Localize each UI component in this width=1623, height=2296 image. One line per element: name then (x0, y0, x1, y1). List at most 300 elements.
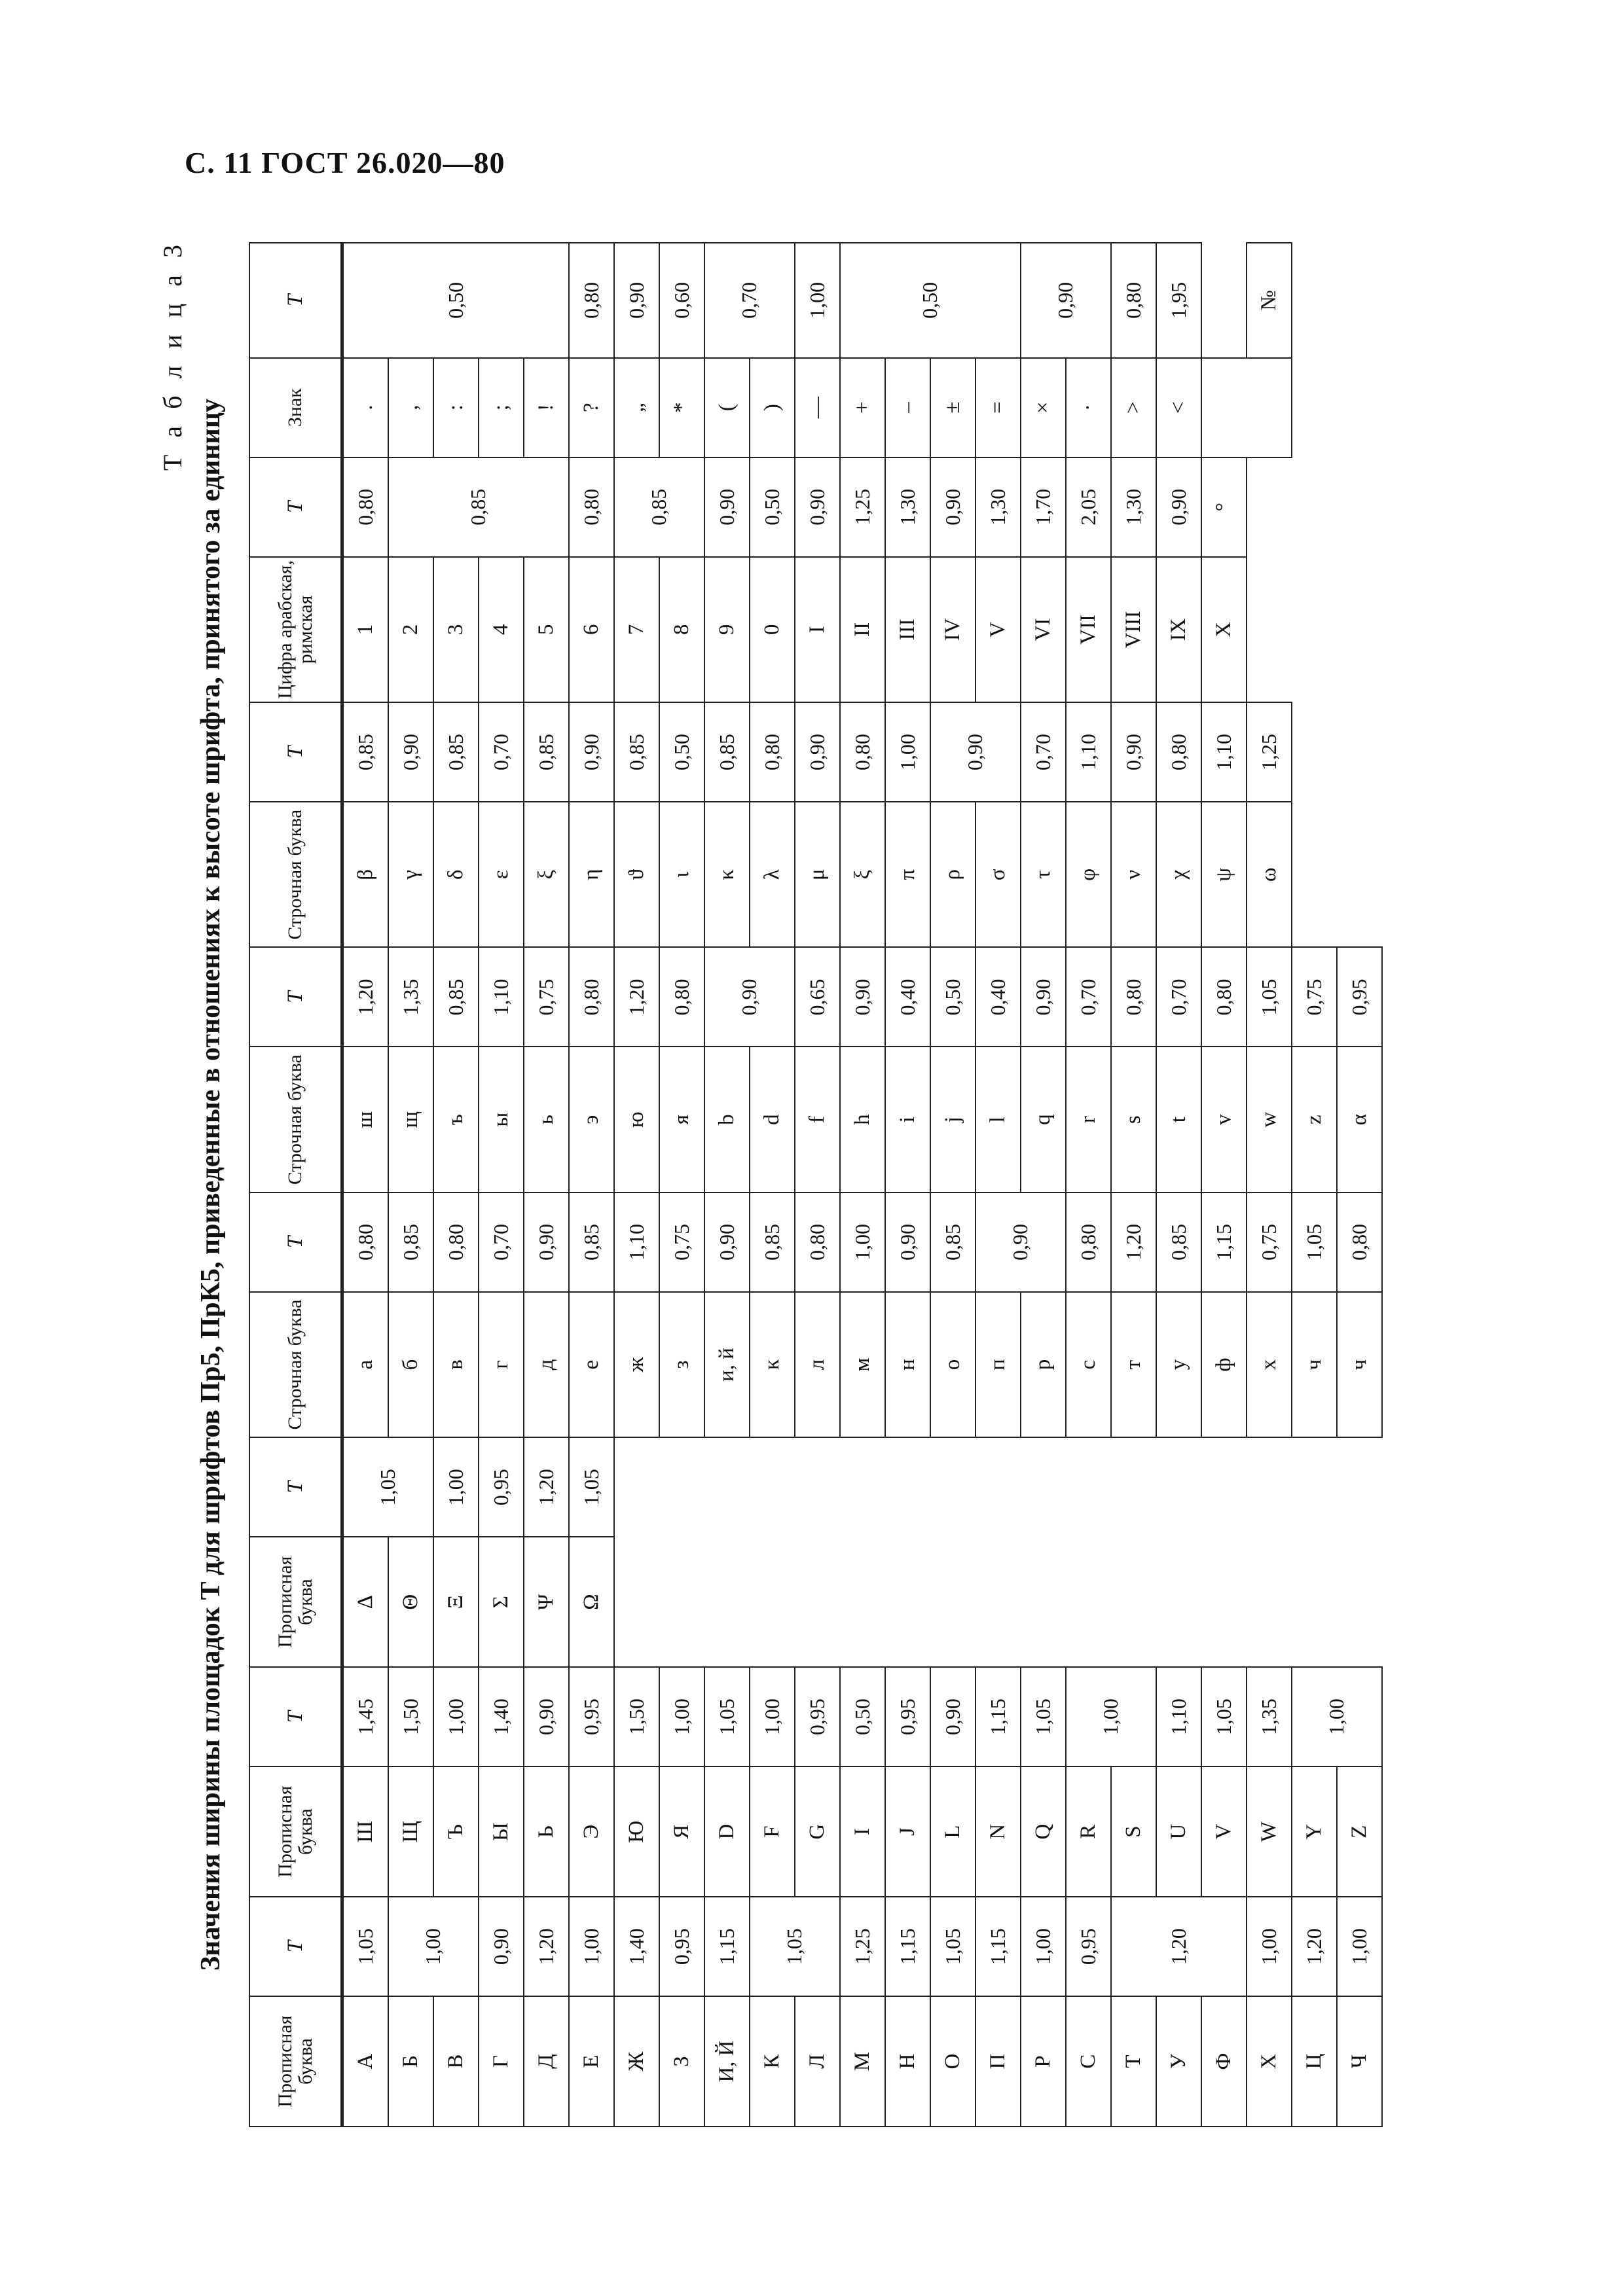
header-upper: Прописная буква (249, 1537, 342, 1667)
t-value-cell: 0,80 (1156, 702, 1201, 802)
char-cell: 0 (750, 557, 795, 702)
header-sign: Знак (249, 358, 342, 457)
t-value-cell: 1,05 (750, 1897, 840, 1996)
rotated-table-block (157, 236, 1372, 2134)
t-value-cell: 0,90 (930, 702, 1021, 802)
char-cell: ; (479, 358, 524, 457)
t-value-cell: 0,90 (524, 1667, 569, 1767)
header-t: T (249, 947, 342, 1047)
table-row (840, 243, 885, 2126)
t-value-cell: 1,35 (1247, 1667, 1292, 1767)
t-value-cell: 1,30 (1111, 457, 1156, 557)
t-value-cell: 1,00 (840, 1193, 885, 1292)
char-cell: Ь (524, 1767, 569, 1897)
char-cell: 5 (524, 557, 569, 702)
char-cell: γ (388, 802, 433, 947)
char-cell: У (1156, 1996, 1201, 2126)
t-value-cell: 1,05 (930, 1897, 976, 1996)
char-cell: ξ (840, 802, 885, 947)
char-cell: w (1247, 1047, 1292, 1193)
char-cell: н (885, 1292, 930, 1437)
char-cell: б (388, 1292, 433, 1437)
table-row (1111, 243, 1156, 2126)
t-value-cell: 0,95 (659, 1897, 704, 1996)
char-cell: Ш (342, 1767, 389, 1897)
char-cell: м (840, 1292, 885, 1437)
t-value-cell: 0,90 (840, 947, 885, 1047)
t-value-cell: 1,05 (342, 1897, 389, 1996)
t-value-cell: 0,85 (569, 1193, 614, 1292)
char-cell: G (795, 1767, 840, 1897)
t-value-cell: 0,90 (704, 947, 795, 1047)
table-row (1066, 243, 1111, 2126)
t-value-cell: 1,00 (1021, 1897, 1066, 1996)
char-cell: а (342, 1292, 389, 1437)
char-cell: VIII (1111, 557, 1156, 702)
t-value-cell: 1,25 (1247, 702, 1292, 802)
header-digit: Цифра арабская, римская (249, 557, 342, 702)
char-cell: Ф (1201, 1996, 1247, 2126)
t-value-cell: 0,70 (1021, 702, 1066, 802)
char-cell: σ (976, 802, 1021, 947)
char-cell: ι (659, 802, 704, 947)
char-cell: Р (1021, 1996, 1066, 2126)
char-cell: ξ (524, 802, 569, 947)
char-cell: 7 (614, 557, 659, 702)
table-row (885, 243, 930, 2126)
char-cell: Я (659, 1767, 704, 1897)
t-value-cell: 1,50 (614, 1667, 659, 1767)
table-wrap (249, 242, 1383, 2127)
t-value-cell: 0,80 (342, 457, 389, 557)
t-value-cell: 0,90 (704, 457, 750, 557)
t-value-cell: 0,80 (1201, 947, 1247, 1047)
t-value-cell: 1,25 (840, 457, 885, 557)
char-cell: z (1292, 1047, 1337, 1193)
t-value-cell: 1,05 (1247, 947, 1292, 1047)
char-cell: L (930, 1767, 976, 1897)
header-lower: Строчная буква (249, 1292, 342, 1437)
t-value-cell: 1,10 (1066, 702, 1111, 802)
t-value-cell: 1,00 (885, 702, 930, 802)
char-cell: × (1021, 358, 1066, 457)
header-t: T (249, 1437, 342, 1537)
char-cell: W (1247, 1767, 1292, 1897)
t-value-cell: 0,95 (569, 1667, 614, 1767)
char-cell: ! (524, 358, 569, 457)
t-value-cell: 0,50 (659, 702, 704, 802)
char-cell: X (1201, 557, 1247, 702)
t-value-cell: 0,80 (342, 1193, 389, 1292)
t-value-cell: 0,90 (1111, 702, 1156, 802)
char-cell: 3 (433, 557, 479, 702)
char-cell: ю (614, 1047, 659, 1193)
table-row (342, 243, 389, 2126)
char-cell: χ (1156, 802, 1201, 947)
char-cell: ш (342, 1047, 389, 1193)
char-cell: у (1156, 1292, 1201, 1437)
char-cell: ω (1247, 802, 1292, 947)
char-cell: Z (1337, 1767, 1382, 1897)
t-value-cell: 0,85 (388, 457, 569, 557)
t-value-cell: 0,80 (750, 702, 795, 802)
char-cell: l (976, 1047, 1021, 1193)
char-cell: η (569, 802, 614, 947)
char-cell: и, й (704, 1292, 750, 1437)
table-label: Т а б л и ц а 3 (158, 240, 187, 471)
t-value-cell: 0,90 (930, 1667, 976, 1767)
char-cell: Σ (479, 1537, 524, 1667)
char-cell: Ψ (524, 1537, 569, 1667)
char-cell: + (840, 358, 885, 457)
char-cell: к (750, 1292, 795, 1437)
t-value-cell: 1,05 (342, 1437, 434, 1537)
t-value-cell: 0,95 (795, 1667, 840, 1767)
char-cell: · (1066, 358, 1111, 457)
char-cell: ε (479, 802, 524, 947)
char-cell: : (433, 358, 479, 457)
t-value-cell: 1,20 (342, 947, 389, 1047)
t-value-cell: 0,50 (342, 243, 570, 358)
char-cell: ? (569, 358, 614, 457)
char-cell: VII (1066, 557, 1111, 702)
char-cell: 6 (569, 557, 614, 702)
header-t: T (249, 1667, 342, 1767)
t-value-cell: 0,85 (433, 947, 479, 1047)
table-row (750, 243, 795, 2126)
t-value-cell: 0,85 (342, 702, 389, 802)
char-cell: ψ (1201, 802, 1247, 947)
t-value-cell: 0,90 (479, 1897, 524, 1996)
char-cell: > (1111, 358, 1156, 457)
table-row (795, 243, 840, 2126)
char-cell: Ч (1337, 1996, 1382, 2126)
t-value-cell: 0,75 (1292, 947, 1337, 1047)
char-cell: — (795, 358, 840, 457)
t-value-cell: 1,20 (524, 1437, 569, 1537)
header-upper: Прописная буква (249, 1996, 342, 2126)
char-cell: D (704, 1767, 750, 1897)
header-upper: Прописная буква (249, 1767, 342, 1897)
char-cell: U (1156, 1767, 1201, 1897)
t-value-cell: 1,00 (388, 1897, 479, 1996)
char-cell: N (976, 1767, 1021, 1897)
t-value-cell: 1,50 (388, 1667, 433, 1767)
char-cell: А (342, 1996, 389, 2126)
t-value-cell: 1,45 (342, 1667, 389, 1767)
char-cell: β (342, 802, 389, 947)
char-cell: Л (795, 1996, 840, 2126)
t-value-cell: 1,00 (569, 1897, 614, 1996)
t-value-cell: 0,90 (795, 702, 840, 802)
char-cell: И, Й (704, 1996, 750, 2126)
char-cell: , (388, 358, 433, 457)
t-value-cell: 0,80 (569, 947, 614, 1047)
header-t: T (249, 243, 342, 358)
t-value-cell: 1,30 (976, 457, 1021, 557)
t-value-cell: 0,85 (524, 702, 569, 802)
header-t: T (249, 1897, 342, 1996)
char-cell: – (885, 358, 930, 457)
char-cell: С (1066, 1996, 1111, 2126)
char-cell: Ц (1292, 1996, 1337, 2126)
char-cell: ч (1337, 1292, 1382, 1437)
char-cell: j (930, 1047, 976, 1193)
table-row (1201, 243, 1247, 2126)
t-value-cell: 0,80 (1111, 947, 1156, 1047)
char-cell: г (479, 1292, 524, 1437)
t-value-cell: 0,85 (750, 1193, 795, 1292)
char-cell: Э (569, 1767, 614, 1897)
char-cell: h (840, 1047, 885, 1193)
t-value-cell: 1,20 (614, 947, 659, 1047)
char-cell: № (1247, 243, 1292, 358)
width-table (249, 242, 1383, 2127)
t-value-cell: 1,70 (1021, 457, 1066, 557)
char-cell: ν (1111, 802, 1156, 947)
t-value-cell: 1,20 (1111, 1897, 1247, 1996)
char-cell: Y (1292, 1767, 1337, 1897)
empty-cell (1292, 243, 1382, 457)
table-row (614, 243, 659, 2126)
char-cell: Н (885, 1996, 930, 2126)
t-value-cell: 0,50 (930, 947, 976, 1047)
t-value-cell: 0,80 (840, 702, 885, 802)
char-cell: Г (479, 1996, 524, 2126)
t-value-cell: 0,90 (524, 1193, 569, 1292)
t-value-cell: 0,85 (388, 1193, 433, 1292)
char-cell: μ (795, 802, 840, 947)
char-cell: IX (1156, 557, 1201, 702)
t-value-cell: 0,80 (433, 1193, 479, 1292)
t-value-cell: 0,70 (479, 1193, 524, 1292)
t-value-cell: 1,00 (433, 1667, 479, 1767)
char-cell: b (704, 1047, 750, 1193)
t-value-cell: 0,70 (1156, 947, 1201, 1047)
char-cell: Q (1021, 1767, 1066, 1897)
char-cell: т (1111, 1292, 1156, 1437)
t-value-cell: 2,05 (1066, 457, 1111, 557)
table-row (976, 243, 1021, 2126)
table-row (1156, 243, 1201, 2126)
t-value-cell: 0,95 (1337, 947, 1382, 1047)
t-value-cell: 0,40 (885, 947, 930, 1047)
char-cell: d (750, 1047, 795, 1193)
t-value-cell: 1,00 (795, 243, 840, 358)
char-cell: 8 (659, 557, 704, 702)
char-cell: ( (704, 358, 750, 457)
char-cell: ъ (433, 1047, 479, 1193)
char-cell: ρ (930, 802, 976, 947)
char-cell: х (1247, 1292, 1292, 1437)
t-value-cell: 1,00 (750, 1667, 795, 1767)
char-cell: ы (479, 1047, 524, 1193)
char-cell: κ (704, 802, 750, 947)
t-value-cell: 1,20 (1111, 1193, 1156, 1292)
t-value-cell: 0,80 (569, 243, 614, 358)
t-value-cell: 0,90 (388, 702, 433, 802)
char-cell: λ (750, 802, 795, 947)
t-value-cell: 1,15 (1201, 1193, 1247, 1292)
char-cell: s (1111, 1047, 1156, 1193)
char-cell: ф (1201, 1292, 1247, 1437)
t-value-cell: 0,75 (1247, 1193, 1292, 1292)
char-cell: я (659, 1047, 704, 1193)
t-value-cell: 0,75 (524, 947, 569, 1047)
char-cell: Δ (342, 1537, 389, 1667)
char-cell: J (885, 1767, 930, 1897)
t-value-cell: 0,95 (479, 1437, 524, 1537)
char-cell: О (930, 1996, 976, 2126)
char-cell: 9 (704, 557, 750, 702)
table-row (930, 243, 976, 2126)
t-value-cell: 0,50 (750, 457, 795, 557)
char-cell: V (1201, 1767, 1247, 1897)
char-cell: л (795, 1292, 840, 1437)
char-cell: д (524, 1292, 569, 1437)
char-cell: ж (614, 1292, 659, 1437)
char-cell: е (569, 1292, 614, 1437)
t-value-cell: 1,35 (388, 947, 433, 1047)
t-value-cell: 0,90 (1021, 243, 1111, 358)
t-value-cell: 0,80 (659, 947, 704, 1047)
t-value-cell: 1,25 (840, 1897, 885, 1996)
char-cell: з (659, 1292, 704, 1437)
t-value-cell: 0,60 (659, 243, 704, 358)
t-value-cell: 1,05 (1021, 1667, 1066, 1767)
table-row (1247, 243, 1292, 2126)
char-cell: Θ (388, 1537, 433, 1667)
t-value-cell: 1,40 (479, 1667, 524, 1767)
page-header: С. 11 ГОСТ 26.020—80 (185, 146, 505, 179)
t-value-cell: 0,85 (930, 1193, 976, 1292)
t-value-cell: 1,00 (659, 1667, 704, 1767)
char-cell: ± (930, 358, 976, 457)
t-value-cell: 1,30 (885, 457, 930, 557)
header-t: T (249, 457, 342, 557)
char-cell: I (840, 1767, 885, 1897)
t-value-cell: 1,05 (569, 1437, 614, 1537)
t-value-cell: 1,15 (976, 1667, 1021, 1767)
char-cell: φ (1066, 802, 1111, 947)
header-t: T (249, 1193, 342, 1292)
char-cell: τ (1021, 802, 1066, 947)
char-cell: К (750, 1996, 795, 2126)
char-cell: Т (1111, 1996, 1156, 2126)
table-caption: Значения ширины площадок T для шрифтов Пр5, ПрК5, приведенные в отношениях к высоте шрифта, принятого за единицу (196, 398, 226, 1971)
char-cell: щ (388, 1047, 433, 1193)
char-cell: F (750, 1767, 795, 1897)
char-cell: Ъ (433, 1767, 479, 1897)
char-cell: Ю (614, 1767, 659, 1897)
t-value-cell: 1,00 (433, 1437, 479, 1537)
t-value-cell: 0,80 (1066, 1193, 1111, 1292)
char-cell: Ы (479, 1767, 524, 1897)
char-cell: . (342, 358, 389, 457)
t-value-cell: 1,15 (885, 1897, 930, 1996)
t-value-cell: 0,95 (1066, 1897, 1111, 1996)
header-row (249, 243, 342, 2126)
t-value-cell: 0,85 (704, 702, 750, 802)
char-cell: VI (1021, 557, 1066, 702)
char-cell: Е (569, 1996, 614, 2126)
t-value-cell: 0,80 (569, 457, 614, 557)
t-value-cell: 1,20 (1292, 1897, 1337, 1996)
char-cell: о (930, 1292, 976, 1437)
t-value-cell: 1,95 (1156, 243, 1201, 358)
empty-cell (1292, 702, 1382, 947)
t-value-cell: 0,90 (569, 702, 614, 802)
char-cell: с (1066, 1292, 1111, 1437)
char-cell: Щ (388, 1767, 433, 1897)
t-value-cell: 0,80 (1111, 243, 1156, 358)
t-value-cell: 0,95 (885, 1667, 930, 1767)
char-cell: ) (750, 358, 795, 457)
char-cell: э (569, 1047, 614, 1193)
char-cell: Д (524, 1996, 569, 2126)
t-value-cell: 1,05 (1201, 1667, 1247, 1767)
t-value-cell: 0,90 (885, 1193, 930, 1292)
char-cell: П (976, 1996, 1021, 2126)
char-cell: Ξ (433, 1537, 479, 1667)
char-cell: В (433, 1996, 479, 2126)
t-value-cell: 1,10 (479, 947, 524, 1047)
char-cell: ч (1292, 1292, 1337, 1437)
t-value-cell: 0,90 (1021, 947, 1066, 1047)
t-value-cell: 1,00 (1066, 1667, 1156, 1767)
t-value-cell: 0,85 (433, 702, 479, 802)
t-value-cell: 1,10 (1156, 1667, 1201, 1767)
char-cell: М (840, 1996, 885, 2126)
t-value-cell: 1,00 (1292, 1667, 1382, 1767)
char-cell: „ (614, 358, 659, 457)
t-value-cell: 1,00 (1247, 1897, 1292, 1996)
t-value-cell: 0,85 (614, 702, 659, 802)
char-cell: ь (524, 1047, 569, 1193)
char-cell: I (795, 557, 840, 702)
char-cell: R (1066, 1767, 1111, 1897)
char-cell: Ω (569, 1537, 614, 1667)
char-cell: V (976, 557, 1021, 702)
char-cell: t (1156, 1047, 1201, 1193)
char-cell: α (1337, 1047, 1382, 1193)
char-cell: п (976, 1292, 1021, 1437)
t-value-cell: 0,50 (840, 243, 1021, 358)
table-row (388, 243, 433, 2126)
header-lower: Строчная буква (249, 802, 342, 947)
char-cell: r (1066, 1047, 1111, 1193)
t-value-cell: 0,90 (1156, 457, 1201, 557)
t-value-cell: 0,90 (795, 457, 840, 557)
t-value-cell: 0,85 (1156, 1193, 1201, 1292)
t-value-cell: 1,15 (704, 1897, 750, 1996)
t-value-cell: 1,10 (614, 1193, 659, 1292)
t-value-cell: 0,90 (930, 457, 976, 557)
char-cell: i (885, 1047, 930, 1193)
header-lower: Строчная буква (249, 1047, 342, 1193)
t-value-cell: 0,80 (1337, 1193, 1382, 1292)
empty-cell (1247, 457, 1382, 702)
char-cell: З (659, 1996, 704, 2126)
t-value-cell: 1,40 (614, 1897, 659, 1996)
t-value-cell: 0,70 (704, 243, 795, 358)
char-cell: Х (1247, 1996, 1292, 2126)
t-value-cell: 1,10 (1201, 702, 1247, 802)
char-cell: q (1021, 1047, 1066, 1193)
char-cell: f (795, 1047, 840, 1193)
empty-cell (614, 1437, 1382, 1667)
char-cell: ° (1201, 457, 1247, 557)
